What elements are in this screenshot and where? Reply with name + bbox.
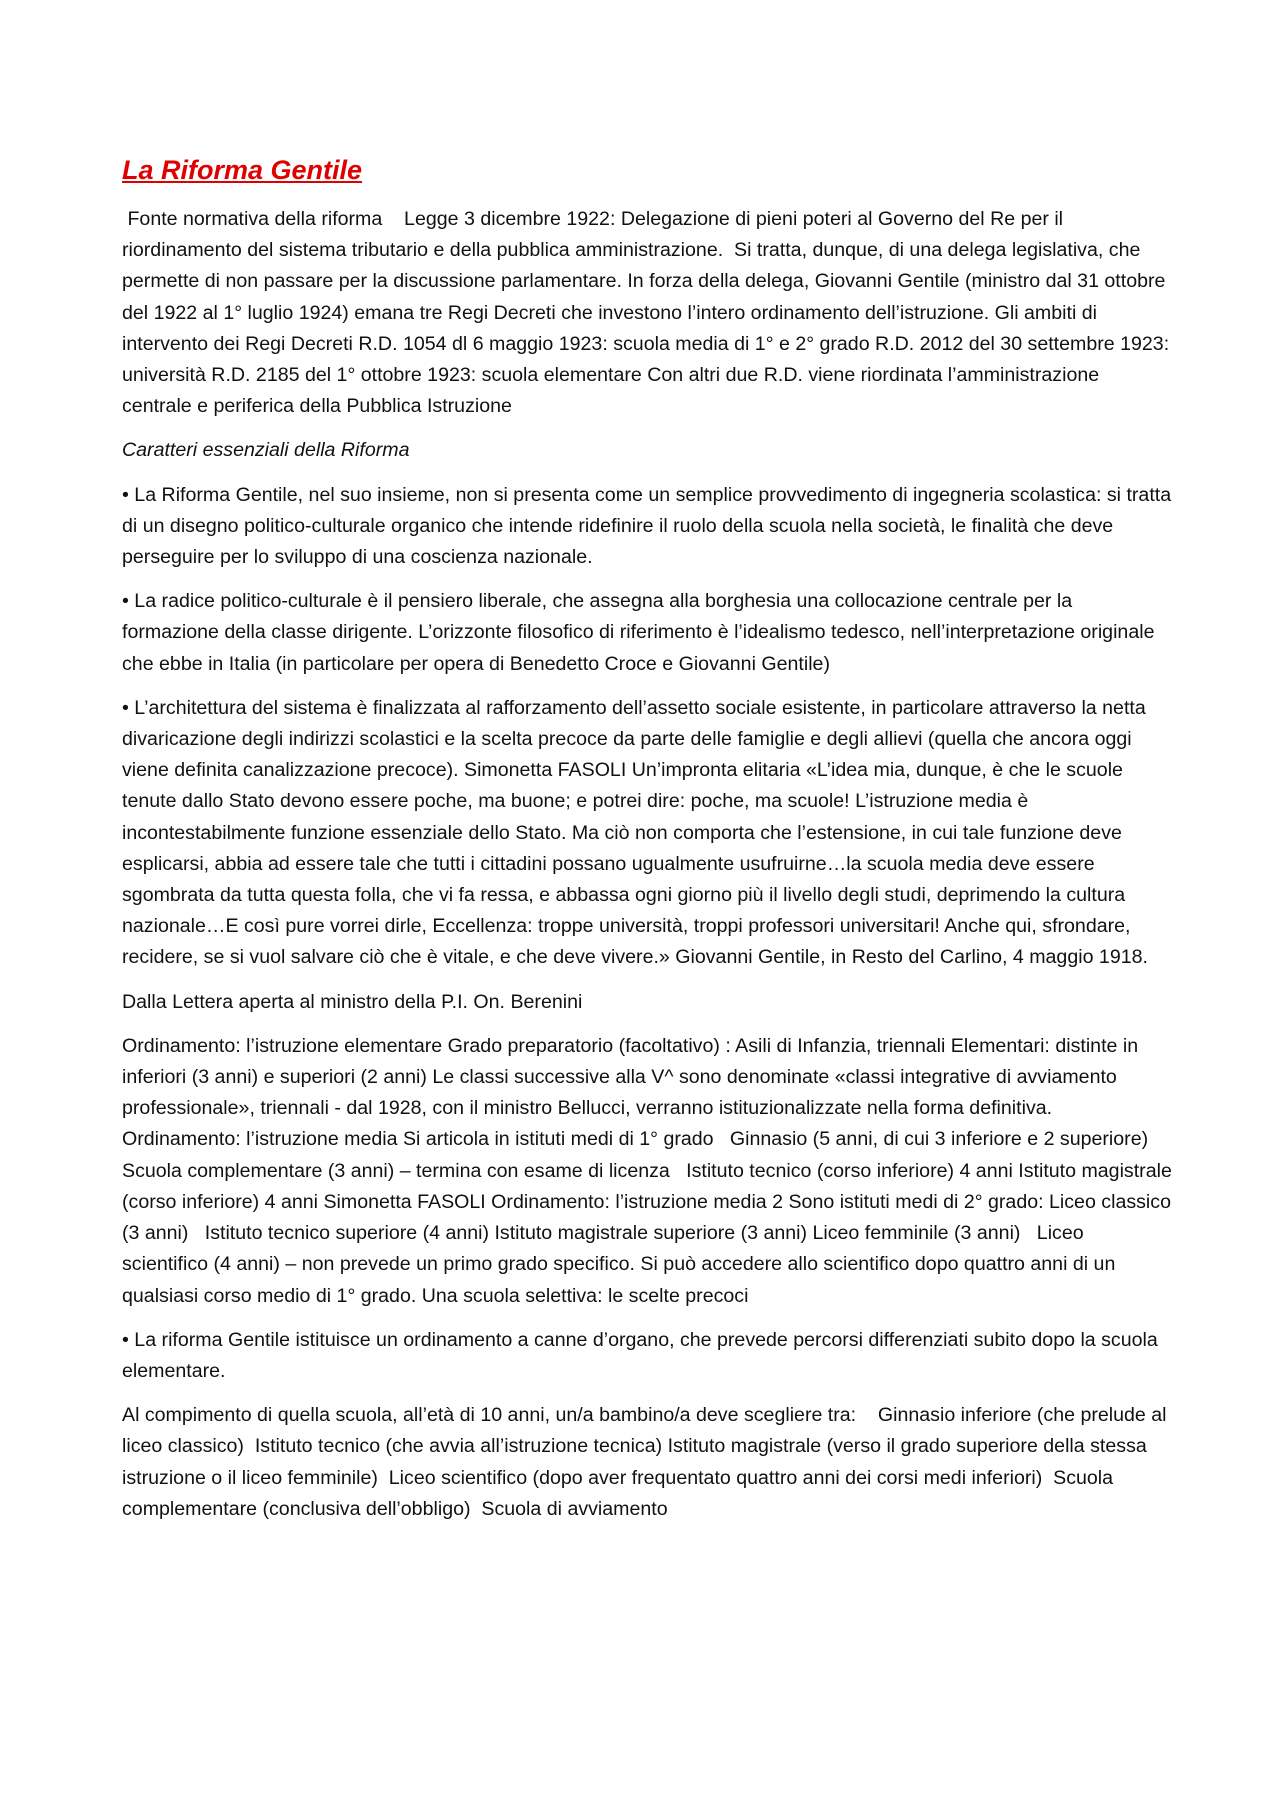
- paragraph-choices: Al compimento di quella scuola, all’età di 10 anni, un/a bambino/a deve scegliere tra: Ginnasio inferiore (che prelude al liceo classico) Istituto tecnico (che avvia all’istruzione tecnica) Istituto magistrale (verso il grado superiore della stessa istruzione o il liceo femminile) Liceo scientifico (dopo aver frequentato quattro anni dei corsi medi inferiori) Scuola complementare (conclusiva dell’obbligo) Scuola di avviamento: [122, 1404, 1172, 1520]
- paragraph-bullet-organ-pipes: • La riforma Gentile istituisce un ordinamento a canne d’organo, che prevede percorsi differenziati subito dopo la scuola elementare.: [122, 1328, 1158, 1382]
- paragraph-ordering: Ordinamento: l’istruzione elementare Grado preparatorio (facoltativo) : Asili di Infanzia, triennali Elementari: distinte in inferiori (3 anni) e superiori (2 anni) Le classi successive alla V^ sono denominate «classi integrative di avviamento professionale», triennali - dal 1928, con il ministro Bellucci, verranno istituzionalizzate nella forma definitiva. Ordinamento: l’istruzione media Si articola in istituti medi di 1° grado Ginnasio (5 anni, di cui 3 inferiore e 2 superiore) Scuola complementare (3 anni) – termina con esame di licenza Istituto tecnico (corso inferiore) 4 anni Istituto magistrale (corso inferiore) 4 anni Simonetta FASOLI Ordinamento: l’istruzione media 2 Sono istituti medi di 2° grado: Liceo classico (3 anni) Istituto tecnico superiore (4 anni) Istituto magistrale superiore (3 anni) Liceo femminile (3 anni) Liceo scientifico (4 anni) – non prevede un primo grado specifico. Si può accedere allo scientifico dopo quattro anni di un qualsiasi corso medio di 1° grado. Una scuola selettiva: le scelte precoci: [122, 1034, 1178, 1307]
- paragraph-legal-source: Fonte normativa della riforma Legge 3 dicembre 1922: Delegazione di pieni poteri al Governo del Re per il riordinamento del sistema tributario e della pubblica amministrazione. Si tratta, dunque, di una delega legislativa, che permette di non passare per la discussione parlamentare. In forza della delega, Giovanni Gentile (ministro dal 31 ottobre del 1922 al 1° luglio 1924) emana tre Regi Decreti che investono l’intero ordinamento dell’istruzione. Gli ambiti di intervento dei Regi Decreti R.D. 1054 dl 6 maggio 1923: scuola media di 1° e 2° grado R.D. 2012 del 30 settembre 1923: università R.D. 2185 del 1° ottobre 1923: scuola elementare Con altri due R.D. viene riordinata l’amministrazione centrale e periferica della Pubblica Istruzione: [122, 208, 1175, 418]
- paragraph-bullet-architecture: • L’architettura del sistema è finalizzata al rafforzamento dell’assetto sociale esistente, in particolare attraverso la netta divaricazione degli indirizzi scolastici e la scelta precoce da parte delle famiglie e degli allievi (quella che ancora oggi viene definita canalizzazione precoce). Simonetta FASOLI Un’impronta elitaria «L’idea mia, dunque, è che le scuole tenute dallo Stato devono essere poche, ma buone; e potrei dire: poche, ma scuole! L’istruzione media è incontestabilmente funzione essenziale dello Stato. Ma ciò non comporta che l’estensione, in cui tale funzione deve esplicarsi, abbia ad essere tale che tutti i cittadini possano ugualmente usufruirne…la scuola media deve essere sgombrata da tutta questa folla, che vi fa ressa, e abbassa ogni giorno più il livello degli studi, deprimendo la cultura nazionale…E così pure vorrei dirle, Eccellenza: troppe università, troppi professori universitari! Anche qui, sfrondare, recidere, se si vuol salvare ciò che è vitale, e che deve vivere.» Giovanni Gentile, in Resto del Carlino, 4 maggio 1918.: [122, 696, 1148, 969]
- paragraph-open-letter: Dalla Lettera aperta al ministro della P.I. On. Berenini: [122, 990, 583, 1013]
- document-title: La Riforma Gentile: [122, 155, 363, 185]
- section-heading-characteristics: Caratteri essenziali della Riforma: [122, 439, 410, 462]
- paragraph-bullet-political-design: • La Riforma Gentile, nel suo insieme, non si presenta come un semplice provvedimento di ingegneria scolastica: si tratta di un disegno politico-culturale organico che intende ridefinire il ruolo della scuola nella società, le finalità che deve perseguire per lo sviluppo di una coscienza nazionale.: [122, 483, 1172, 569]
- paragraph-bullet-liberal-roots: • La radice politico-culturale è il pensiero liberale, che assegna alla borghesia una collocazione centrale per la formazione della classe dirigente. L’orizzonte filosofico di riferimento è l’idealismo tedesco, nell’interpretazione originale che ebbe in Italia (in particolare per opera di Benedetto Croce e Giovanni Gentile): [122, 590, 1155, 675]
- document-page: [122, 150, 1178, 1538]
